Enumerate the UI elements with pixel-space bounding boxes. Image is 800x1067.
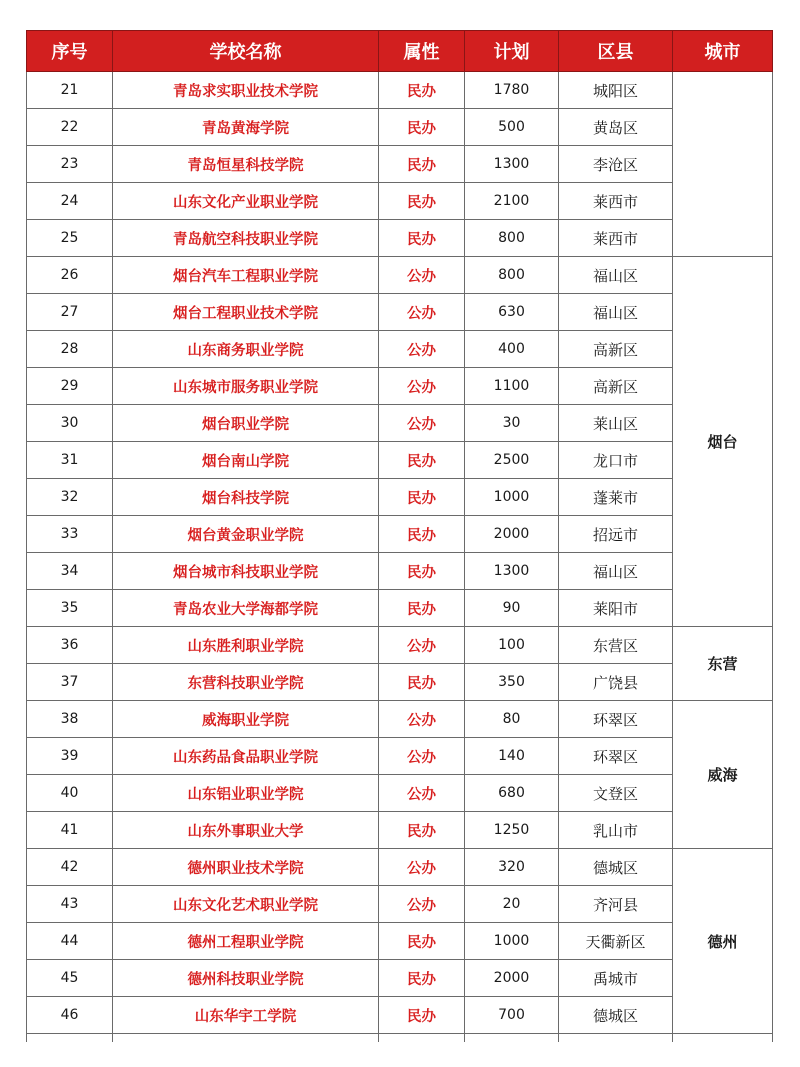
cell-plan: 30 — [465, 405, 559, 442]
cell-no: 44 — [27, 923, 113, 960]
cell-city: 德州 — [673, 849, 773, 1034]
cell-plan: 350 — [465, 664, 559, 701]
cell-district: 齐河县 — [559, 886, 673, 923]
cell-no: 31 — [27, 442, 113, 479]
table-row — [27, 479, 773, 516]
header-plan: 计划 — [465, 31, 559, 72]
cell-school-name: 德州职业技术学院 — [113, 849, 379, 886]
cell-no: 26 — [27, 257, 113, 294]
table-row — [27, 775, 773, 812]
table-row — [27, 664, 773, 701]
table-row — [27, 442, 773, 479]
table-row — [27, 849, 773, 886]
cell-no: 41 — [27, 812, 113, 849]
cell-school-name: 山东城市服务职业学院 — [113, 368, 379, 405]
cell-district: 天衢新区 — [559, 923, 673, 960]
cell-plan: 630 — [465, 294, 559, 331]
cell-district: 城阳区 — [559, 72, 673, 109]
cell-no: 21 — [27, 72, 113, 109]
cell-plan: 80 — [465, 701, 559, 738]
cell-plan: 800 — [465, 220, 559, 257]
cell-school-name: 烟台南山学院 — [113, 442, 379, 479]
cell-type: 公办 — [379, 701, 465, 738]
cell-no: 46 — [27, 997, 113, 1034]
table-row — [27, 701, 773, 738]
cell-district: 李沧区 — [559, 146, 673, 183]
cell-district: 莱山区 — [559, 405, 673, 442]
header-row — [27, 31, 773, 72]
cell-plan: 1000 — [465, 479, 559, 516]
cell-type: 民办 — [379, 997, 465, 1034]
cell-plan: 90 — [465, 590, 559, 627]
cell-school-name: 青岛农业大学海都学院 — [113, 590, 379, 627]
header-city: 城市 — [673, 31, 773, 72]
cell-district: 福山区 — [559, 257, 673, 294]
cell-no: 37 — [27, 664, 113, 701]
continuation-cell — [673, 1034, 773, 1043]
cell-school-name: 山东文化产业职业学院 — [113, 183, 379, 220]
continuation-cell — [559, 1034, 673, 1043]
cell-type: 民办 — [379, 960, 465, 997]
cell-school-name: 青岛航空科技职业学院 — [113, 220, 379, 257]
table-row — [27, 220, 773, 257]
cell-district: 高新区 — [559, 368, 673, 405]
cell-school-name: 威海职业学院 — [113, 701, 379, 738]
cell-city — [673, 72, 773, 257]
cell-district: 招远市 — [559, 516, 673, 553]
cell-no: 38 — [27, 701, 113, 738]
cell-plan: 320 — [465, 849, 559, 886]
cell-school-name: 山东文化艺术职业学院 — [113, 886, 379, 923]
cell-school-name: 烟台工程职业技术学院 — [113, 294, 379, 331]
cell-no: 42 — [27, 849, 113, 886]
table-row — [27, 886, 773, 923]
table-row — [27, 72, 773, 109]
cell-no: 23 — [27, 146, 113, 183]
cell-type: 民办 — [379, 553, 465, 590]
cell-school-name: 青岛黄海学院 — [113, 109, 379, 146]
continuation-cell — [465, 1034, 559, 1043]
cell-district: 蓬莱市 — [559, 479, 673, 516]
cell-no: 36 — [27, 627, 113, 664]
cell-district: 高新区 — [559, 331, 673, 368]
cell-type: 民办 — [379, 109, 465, 146]
table-row — [27, 368, 773, 405]
cell-type: 公办 — [379, 849, 465, 886]
cell-type: 民办 — [379, 479, 465, 516]
cell-type: 公办 — [379, 294, 465, 331]
cell-type: 公办 — [379, 738, 465, 775]
cell-plan: 2000 — [465, 516, 559, 553]
cell-type: 公办 — [379, 368, 465, 405]
cell-district: 福山区 — [559, 553, 673, 590]
cell-no: 27 — [27, 294, 113, 331]
cell-school-name: 山东药品食品职业学院 — [113, 738, 379, 775]
cell-type: 民办 — [379, 442, 465, 479]
cell-school-name: 烟台城市科技职业学院 — [113, 553, 379, 590]
table-row — [27, 516, 773, 553]
cell-city: 东营 — [673, 627, 773, 701]
cell-type: 民办 — [379, 923, 465, 960]
cell-no: 45 — [27, 960, 113, 997]
cell-plan: 680 — [465, 775, 559, 812]
cell-district: 禹城市 — [559, 960, 673, 997]
cell-type: 公办 — [379, 886, 465, 923]
cell-plan: 700 — [465, 997, 559, 1034]
cell-district: 德城区 — [559, 997, 673, 1034]
cell-type: 民办 — [379, 72, 465, 109]
cell-school-name: 烟台科技学院 — [113, 479, 379, 516]
cell-plan: 20 — [465, 886, 559, 923]
cell-type: 公办 — [379, 775, 465, 812]
cell-plan: 2500 — [465, 442, 559, 479]
cell-plan: 1250 — [465, 812, 559, 849]
table-header — [27, 31, 773, 72]
cell-district: 龙口市 — [559, 442, 673, 479]
cell-district: 乳山市 — [559, 812, 673, 849]
header-district: 区县 — [559, 31, 673, 72]
cell-plan: 2100 — [465, 183, 559, 220]
cell-plan: 1000 — [465, 923, 559, 960]
cell-no: 25 — [27, 220, 113, 257]
table-row — [27, 257, 773, 294]
cell-no: 40 — [27, 775, 113, 812]
table-row — [27, 738, 773, 775]
table-row — [27, 590, 773, 627]
table-row — [27, 627, 773, 664]
cell-school-name: 德州工程职业学院 — [113, 923, 379, 960]
table-body — [27, 72, 773, 1043]
table-row — [27, 997, 773, 1034]
cell-no: 32 — [27, 479, 113, 516]
table-row — [27, 812, 773, 849]
cell-district: 文登区 — [559, 775, 673, 812]
cell-plan: 1780 — [465, 72, 559, 109]
cell-school-name: 东营科技职业学院 — [113, 664, 379, 701]
cell-plan: 1100 — [465, 368, 559, 405]
cell-type: 民办 — [379, 183, 465, 220]
header-no: 序号 — [27, 31, 113, 72]
cell-school-name: 山东胜利职业学院 — [113, 627, 379, 664]
cell-plan: 1300 — [465, 146, 559, 183]
cell-no: 28 — [27, 331, 113, 368]
cell-school-name: 青岛恒星科技学院 — [113, 146, 379, 183]
cell-no: 34 — [27, 553, 113, 590]
cell-district: 黄岛区 — [559, 109, 673, 146]
cell-type: 民办 — [379, 220, 465, 257]
cell-type: 民办 — [379, 590, 465, 627]
cell-school-name: 山东华宇工学院 — [113, 997, 379, 1034]
cell-no: 22 — [27, 109, 113, 146]
cell-district: 德城区 — [559, 849, 673, 886]
table-row — [27, 405, 773, 442]
cell-district: 环翠区 — [559, 738, 673, 775]
cell-school-name: 山东外事职业大学 — [113, 812, 379, 849]
cell-plan: 400 — [465, 331, 559, 368]
cell-type: 公办 — [379, 331, 465, 368]
cell-no: 35 — [27, 590, 113, 627]
cell-plan: 800 — [465, 257, 559, 294]
table-row-continuation — [27, 1034, 773, 1043]
cell-school-name: 青岛求实职业技术学院 — [113, 72, 379, 109]
admission-plan-table — [26, 30, 773, 1042]
cell-school-name: 烟台职业学院 — [113, 405, 379, 442]
cell-plan: 140 — [465, 738, 559, 775]
cell-type: 民办 — [379, 516, 465, 553]
cell-type: 民办 — [379, 664, 465, 701]
continuation-cell — [379, 1034, 465, 1043]
cell-district: 环翠区 — [559, 701, 673, 738]
cell-type: 公办 — [379, 405, 465, 442]
continuation-cell — [113, 1034, 379, 1043]
cell-plan: 1300 — [465, 553, 559, 590]
table-row — [27, 923, 773, 960]
cell-district: 广饶县 — [559, 664, 673, 701]
cell-type: 民办 — [379, 146, 465, 183]
cell-school-name: 烟台汽车工程职业学院 — [113, 257, 379, 294]
cell-city: 烟台 — [673, 257, 773, 627]
cell-type: 公办 — [379, 627, 465, 664]
table-row — [27, 553, 773, 590]
table-row — [27, 960, 773, 997]
cell-district: 莱西市 — [559, 220, 673, 257]
table-row — [27, 183, 773, 220]
cell-no: 39 — [27, 738, 113, 775]
table-row — [27, 294, 773, 331]
header-school-name: 学校名称 — [113, 31, 379, 72]
cell-school-name: 山东商务职业学院 — [113, 331, 379, 368]
table-row — [27, 109, 773, 146]
cell-no: 33 — [27, 516, 113, 553]
table-row — [27, 331, 773, 368]
cell-no: 43 — [27, 886, 113, 923]
table-row — [27, 146, 773, 183]
cell-city: 威海 — [673, 701, 773, 849]
cell-no: 30 — [27, 405, 113, 442]
cell-district: 福山区 — [559, 294, 673, 331]
cell-type: 民办 — [379, 812, 465, 849]
cell-district: 莱阳市 — [559, 590, 673, 627]
cell-plan: 100 — [465, 627, 559, 664]
cell-district: 莱西市 — [559, 183, 673, 220]
cell-plan: 500 — [465, 109, 559, 146]
continuation-cell — [27, 1034, 113, 1043]
cell-no: 29 — [27, 368, 113, 405]
cell-plan: 2000 — [465, 960, 559, 997]
cell-type: 公办 — [379, 257, 465, 294]
cell-no: 24 — [27, 183, 113, 220]
cell-school-name: 德州科技职业学院 — [113, 960, 379, 997]
cell-school-name: 烟台黄金职业学院 — [113, 516, 379, 553]
cell-school-name: 山东铝业职业学院 — [113, 775, 379, 812]
cell-district: 东营区 — [559, 627, 673, 664]
header-type: 属性 — [379, 31, 465, 72]
